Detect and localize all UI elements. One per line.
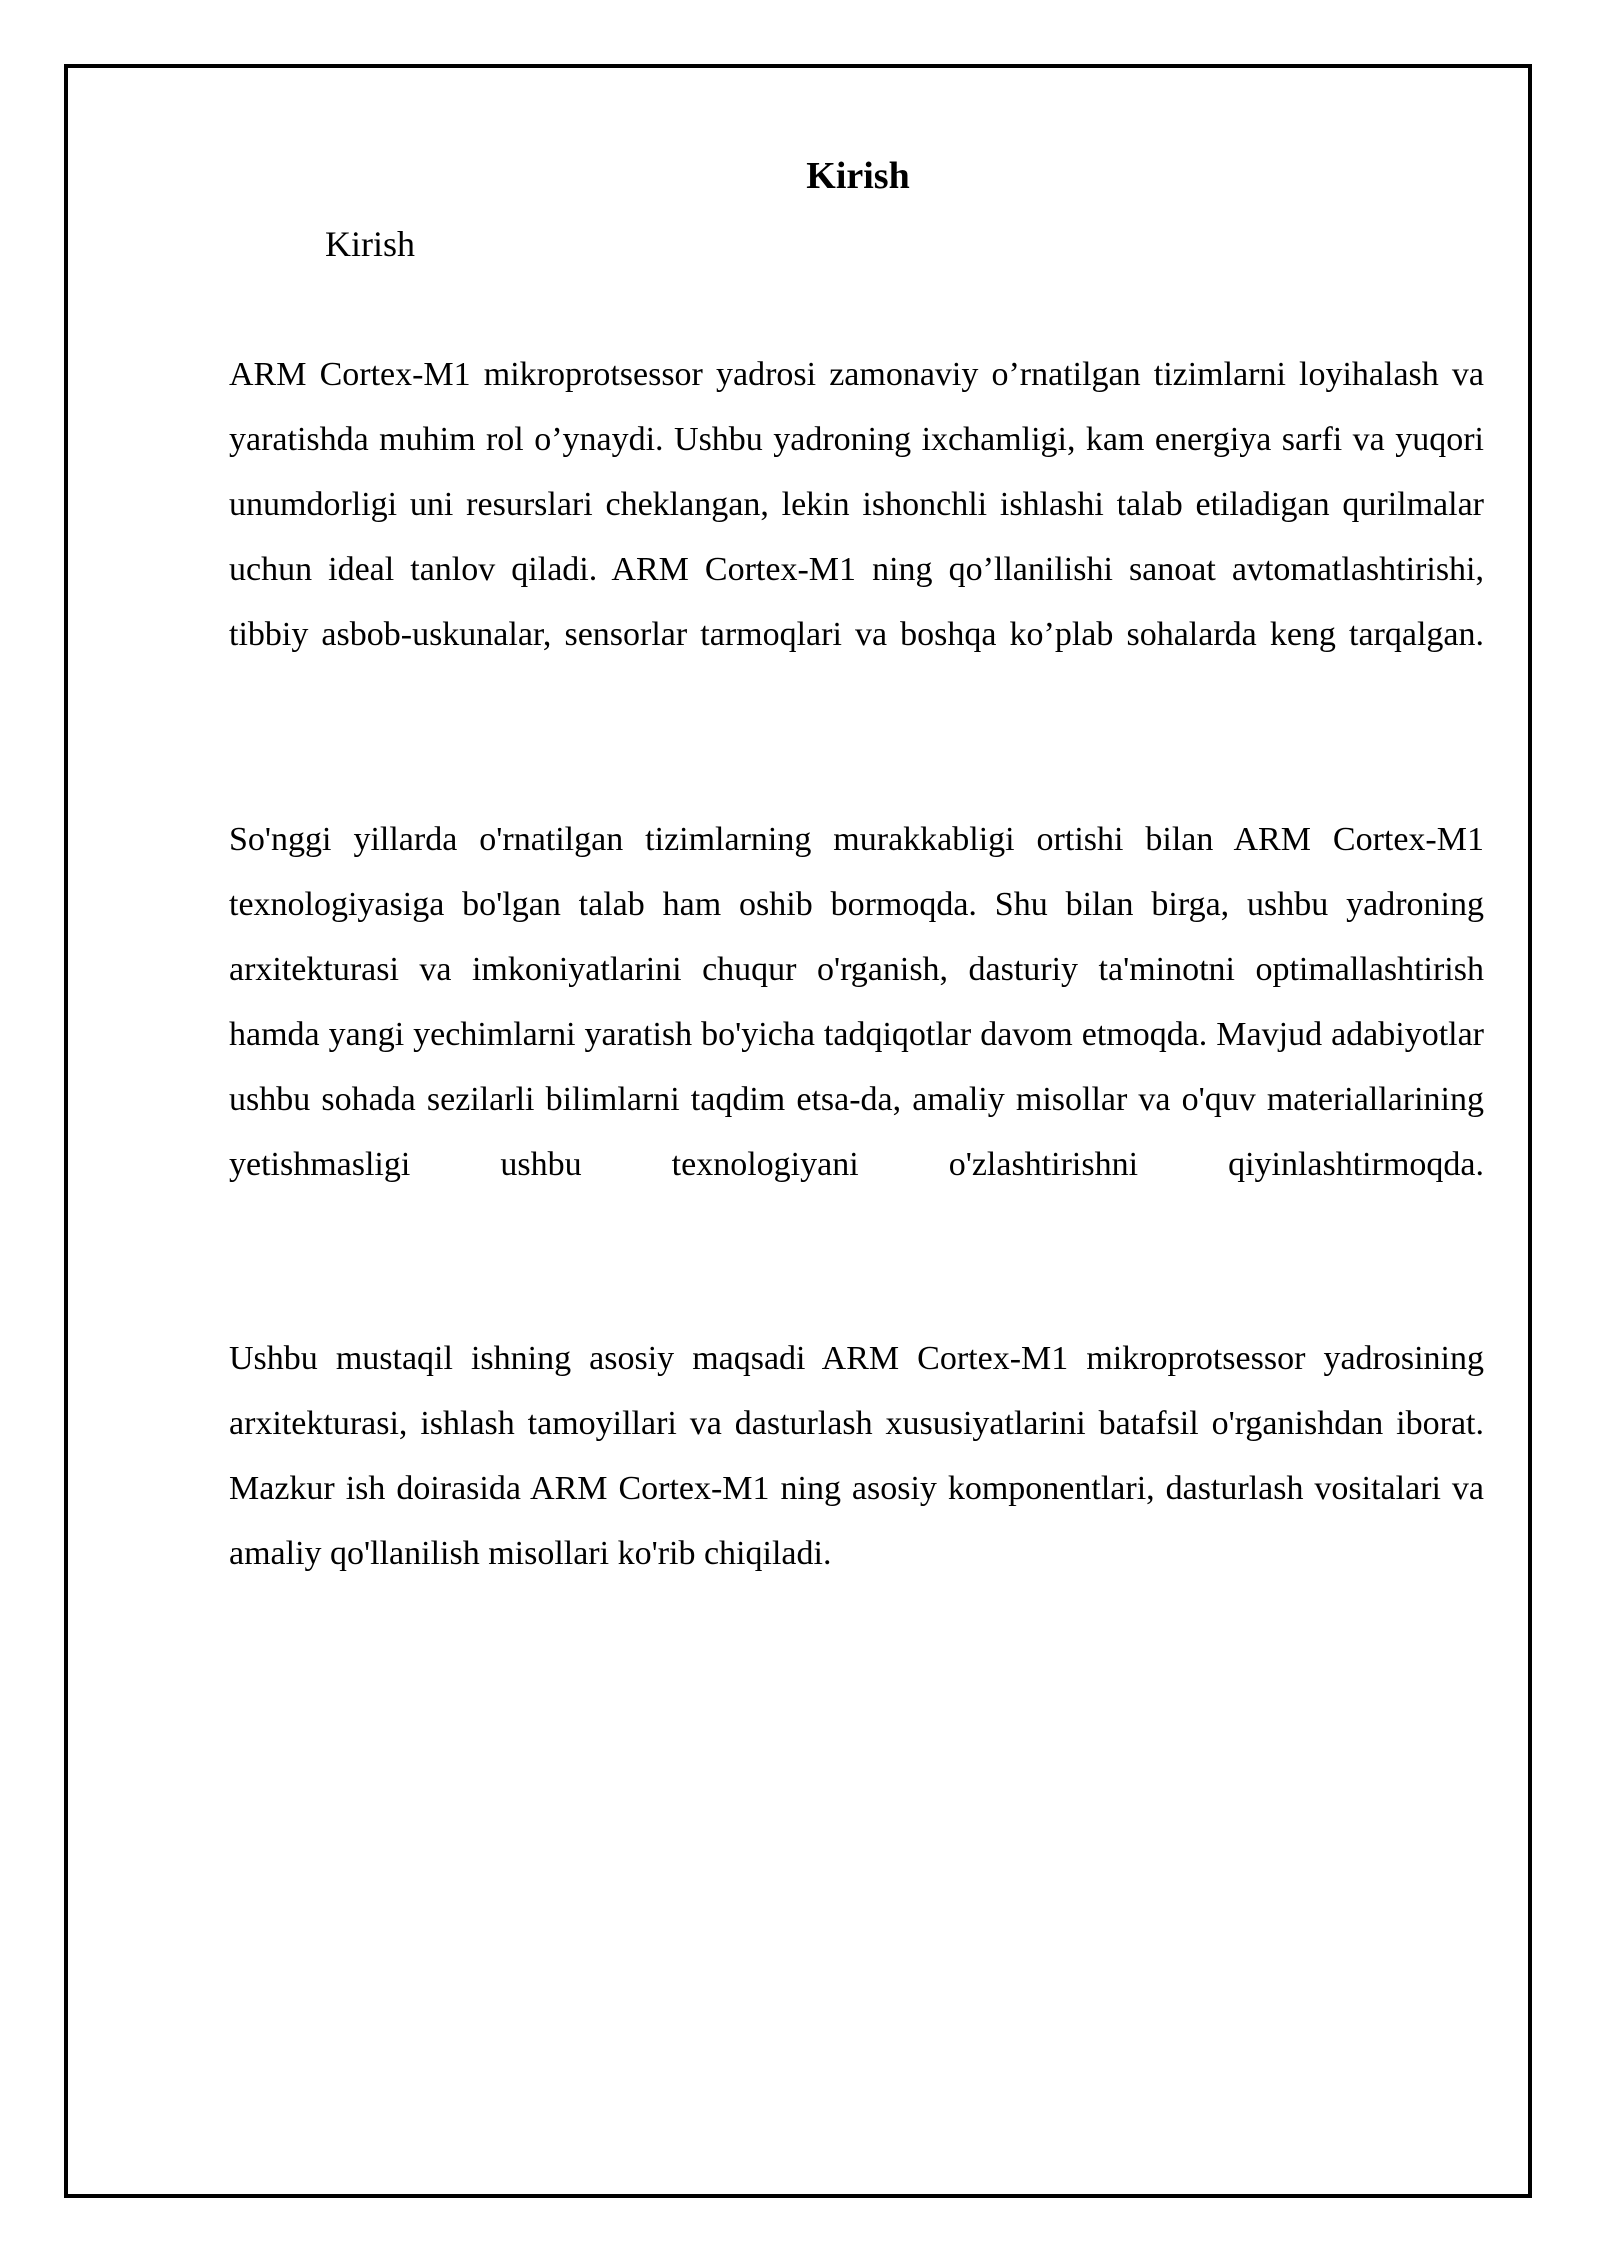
paragraph-goal: Ushbu mustaqil ishning asosiy maqsadi ARM Cortex-M1 mikroprotsessor yadrosining arxitekturasi, ishlash tamoyillari va dasturlash xususiyatlarini batafsil o'rganishdan iborat. Mazkur ish doirasida ARM Cortex-M1 ning asosiy komponentlari, dasturlash vositalari va amaliy qo'llanilish misollari ko'rib chiqiladi. bbox=[229, 1340, 1484, 1572]
page-title: Kirish bbox=[806, 155, 910, 197]
paragraph-relevance: So'nggi yillarda o'rnatilgan tizimlarning murakkabligi ortishi bilan ARM Cortex-M1 texnologiyasiga bo'lgan talab ham oshib bormoqda. Shu bilan birga, ushbu yadroning arxitekturasi va imkoniyatlarini chuqur o'rganish, dasturiy ta'minotni optimallashtirish hamda yangi yechimlarni yaratish bo'yicha tadqiqotlar davom etmoqda. Mavjud adabiyotlar ushbu sohada sezilarli bilimlarni taqdim etsa-da, amaliy misollar va o'quv materiallarining yetishmasligi ushbu texnologiyani o'zlashtirishni qiyinlashtirmoqda. bbox=[229, 821, 1484, 1183]
section-subtitle: Kirish bbox=[325, 224, 415, 264]
paragraph-intro: ARM Cortex-M1 mikroprotsessor yadrosi zamonaviy o’rnatilgan tizimlarni loyihalash va yaratishda muhim rol o’ynaydi. Ushbu yadroning ixchamligi, kam energiya sarfi va yuqori unumdorligi uni resurslari cheklangan, lekin ishonchli ishlashi talab etiladigan qurilmalar uchun ideal tanlov qiladi. ARM Cortex-M1 ning qo’llanilishi sanoat avtomatlashtirishi, tibbiy asbob-uskunalar, sensorlar tarmoqlari va boshqa ko’plab sohalarda keng tarqalgan. bbox=[229, 356, 1484, 653]
